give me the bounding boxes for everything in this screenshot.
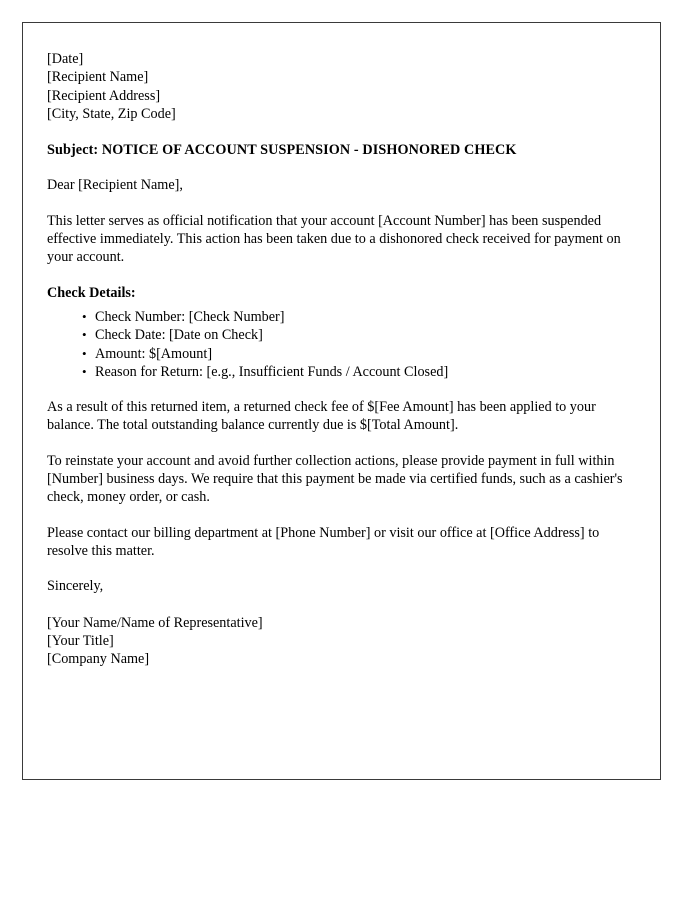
address-block (47, 50, 626, 123)
signature-line-company: [Company Name] (47, 651, 150, 668)
paragraph-contact: Please contact our billing department at [Phone Number] or visit our office at [Office Address] to resolve this matter. (47, 524, 600, 559)
letter-page (22, 22, 661, 780)
check-details-list (47, 308, 626, 381)
salutation: Dear [Recipient Name], (47, 177, 183, 194)
closing-salutation: Sincerely, (47, 578, 104, 595)
subject-line: Subject: NOTICE OF ACCOUNT SUSPENSION - DISHONORED CHECK (47, 142, 517, 159)
address-line-city-state-zip: [City, State, Zip Code] (47, 105, 176, 122)
list-item: • Check Number: [Check Number] (95, 308, 626, 326)
paragraph-intro: This letter serves as official notification that your account [Account Number] has been suspended effective immediately. This action has been taken due to a dishonored check received for payment on your account. (47, 212, 621, 266)
signature-line-title: [Your Title] (47, 632, 114, 649)
address-line-recipient-name: [Recipient Name] (47, 69, 149, 86)
address-line-recipient-address: [Recipient Address] (47, 87, 161, 104)
list-item: • Reason for Return: [e.g., Insufficient Funds / Account Closed] (95, 363, 626, 381)
address-line-date: [Date] (47, 51, 84, 67)
paragraph-fee: As a result of this returned item, a returned check fee of $[Fee Amount] has been applied to your balance. The total outstanding balance currently due is $[Total Amount]. (47, 399, 596, 434)
list-item: • Amount: $[Amount] (95, 345, 626, 363)
list-item: • Check Date: [Date on Check] (95, 326, 626, 344)
paragraph-reinstate: To reinstate your account and avoid further collection actions, please provide payment in full within [Number] business days. We require that this payment be made via certified funds, such as a cashier's check, money order, or cash. (47, 452, 623, 506)
signature-line-name: [Your Name/Name of Representative] (47, 614, 263, 631)
signature-block (47, 614, 626, 669)
check-details-heading: Check Details: (47, 284, 136, 301)
letter-content (23, 23, 660, 668)
